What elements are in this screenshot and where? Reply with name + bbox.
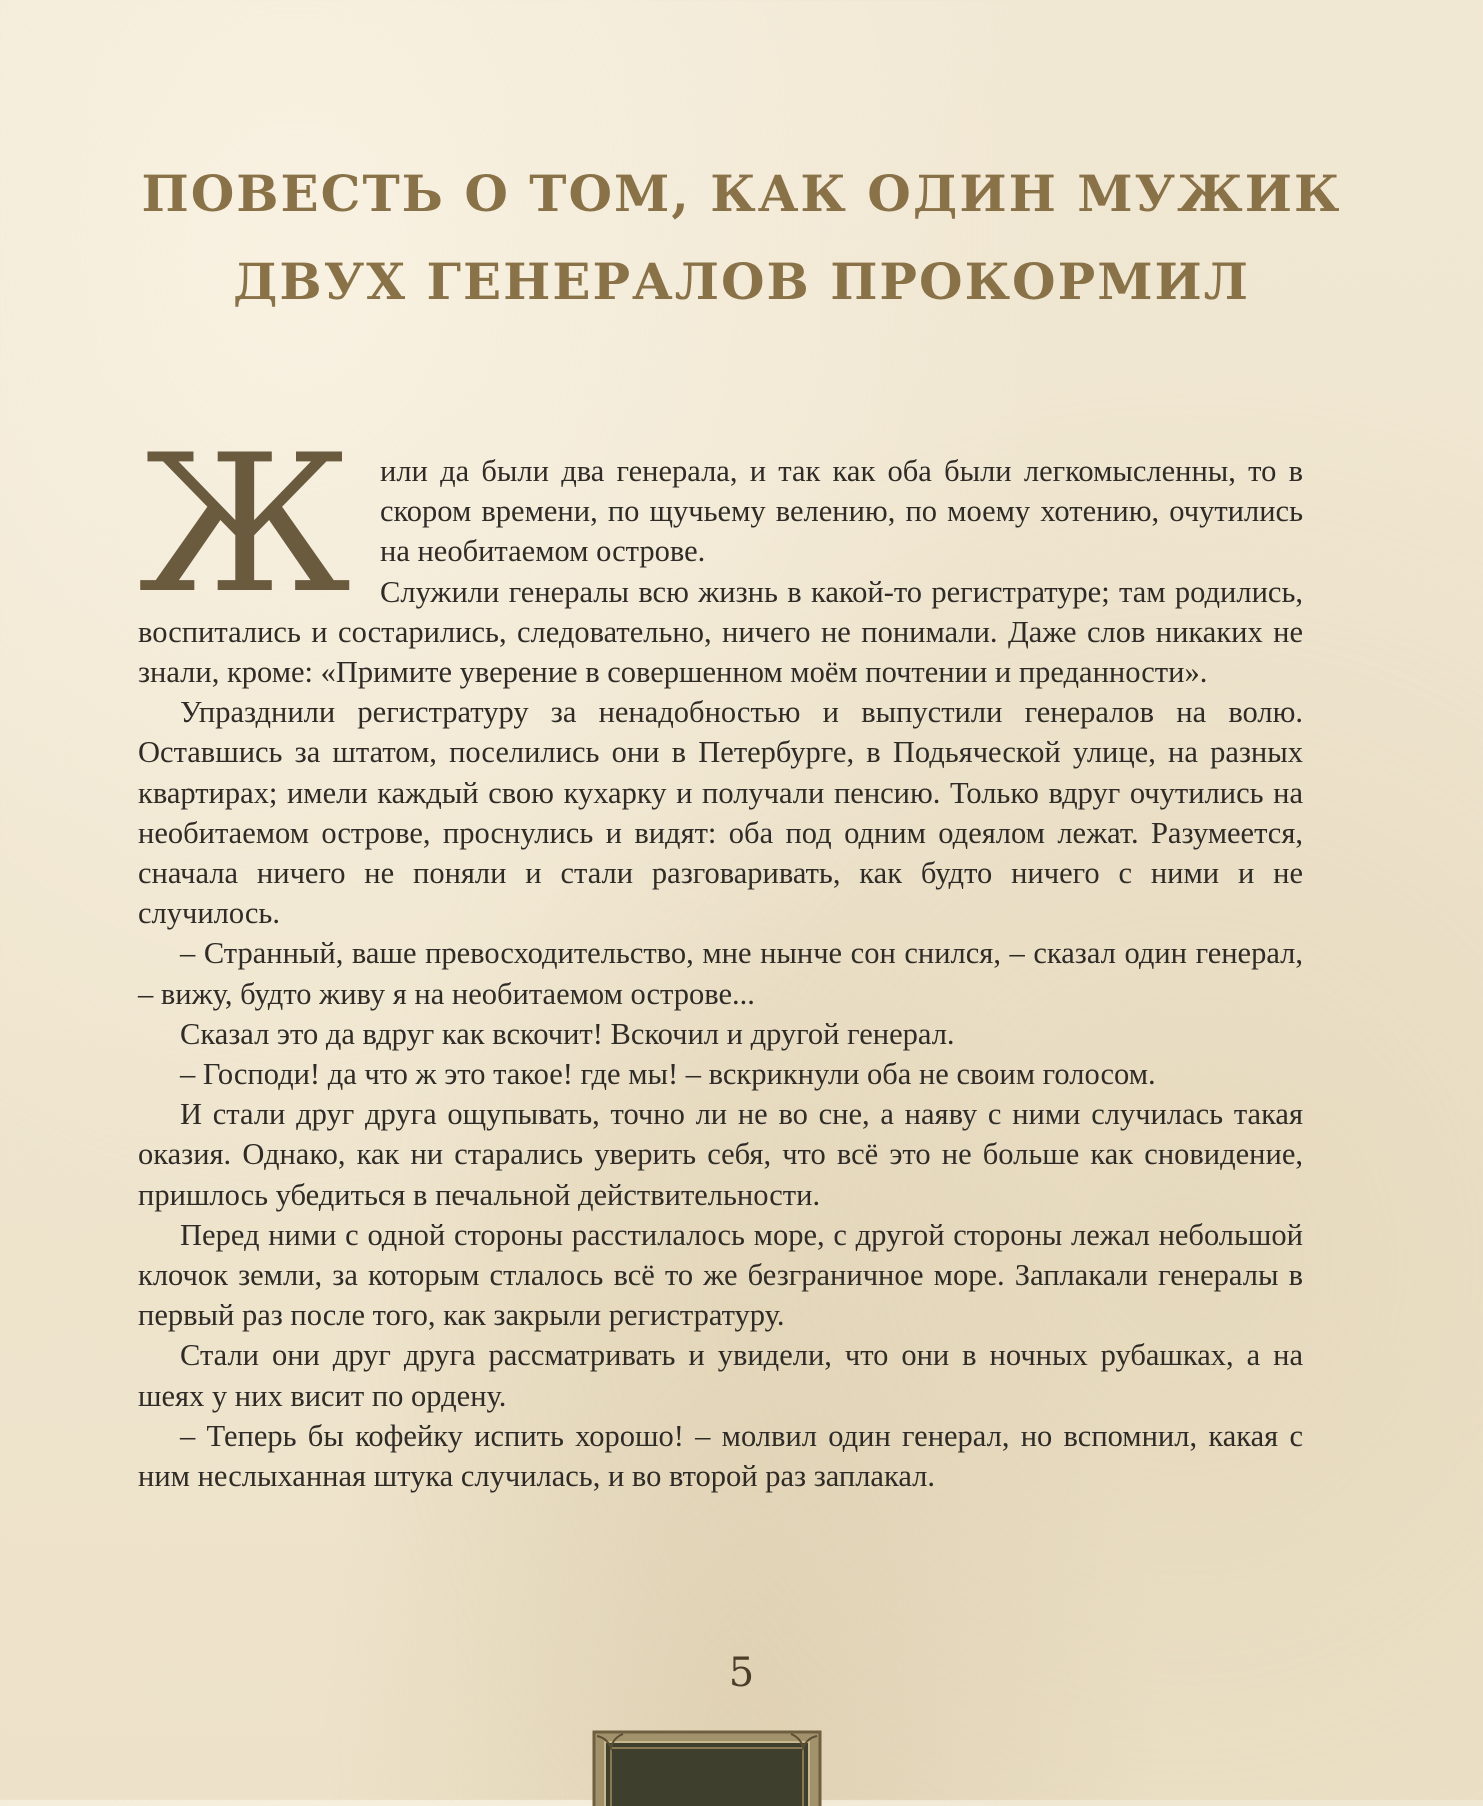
chapter-title-line-1: ПОВЕСТЬ О ТОМ, КАК ОДИН МУЖИК: [141, 164, 1342, 223]
chapter-title-line-2: ДВУХ ГЕНЕРАЛОВ ПРОКОРМИЛ: [232, 252, 1251, 311]
paragraph: Служили генералы всю жизнь в какой-то регистратуре; там родились, воспитались и состарились, следовательно, ничего не понимали. Даже слов никаких не знали, кроме: «Примите уверение в совершенном моём почтении и преданности».: [138, 574, 1303, 690]
drop-cap: [138, 414, 370, 635]
ornamental-frame-icon: [591, 1726, 823, 1806]
paragraph: или да были два генерала, и так как оба были легкомысленны, то в скором времени, по щучьему велению, по моему хотению, очутились на необитаемом острове.: [380, 454, 1303, 569]
chapter-title: [0, 150, 1483, 326]
paragraph: – Господи! да что ж это такое! где мы! – вскрикнули оба не своим голосом.: [180, 1057, 1156, 1092]
paragraph: Перед ними с одной стороны расстилалось море, с другой стороны лежал небольшой клочок земли, за которым стлалось всё то же безграничное море. Заплакали генералы в первый раз после того, как закрыли регистратуру.: [138, 1217, 1303, 1333]
body-text: [138, 414, 1303, 1496]
paragraph: И стали друг друга ощупывать, точно ли не во сне, а наяву с ними случилась такая оказия. Однако, как ни старались уверить себя, что всё это не больше как сновидение, пришлось убедиться в печальной действительности.: [138, 1097, 1303, 1212]
page-number: 5: [728, 1650, 755, 1696]
drop-cap-letter: Ж: [138, 414, 348, 635]
paragraph: Упразднили регистратуру за ненадобностью и выпустили генералов на волю. Оставшись за штатом, поселились они в Петербурге, в Подьяческой улице, на разных квартирах; имели каждый свою кухарку и получали пенсию. Только вдруг очутились на необитаемом острове, проснулись и видят: оба под одним одеялом лежат. Разумеется, сначала ничего не поняли и стали разговаривать, как будто ничего с ними и не случилось.: [138, 695, 1303, 931]
paragraph: – Теперь бы кофейку испить хорошо! – молвил один генерал, но вспомнил, какая с ним неслыханная штука случилась, и во второй раз заплакал.: [138, 1418, 1303, 1494]
paragraph: – Странный, ваше превосходительство, мне нынче сон снился, – сказал один генерал, – вижу, будто живу я на необитаемом острове...: [138, 936, 1303, 1011]
paragraph: Стали они друг друга рассматривать и увидели, что они в ночных рубашках, а на шеях у них висит по ордену.: [138, 1338, 1303, 1413]
paragraph: Сказал это да вдруг как вскочит! Вскочил и другой генерал.: [180, 1016, 955, 1051]
